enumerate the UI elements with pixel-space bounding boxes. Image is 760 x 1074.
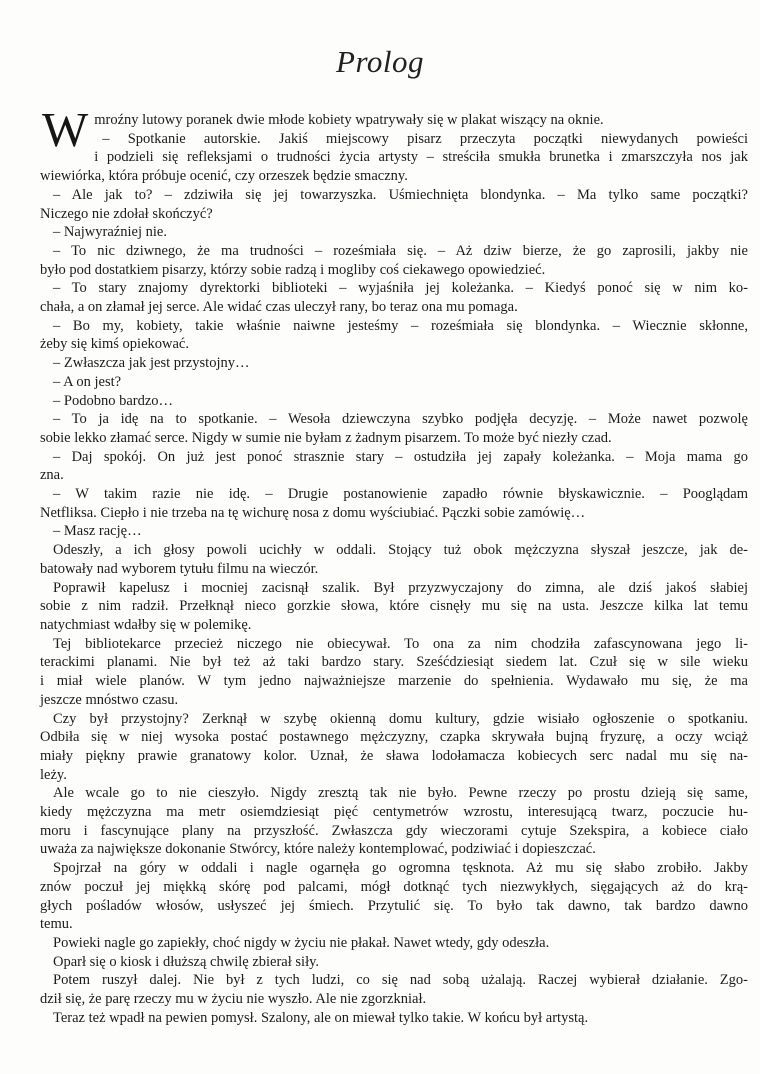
text-line: sobie z nim radził. Przełknął nieco gorzkie słowa, które cisnęły mu się na usta. Jeszcze kilka lat temu bbox=[40, 598, 748, 615]
text-line: – To ja idę na to spotkanie. – Wesoła dziewczyna szybko podjęła decyzję. – Może nawet pozwolę bbox=[53, 411, 748, 428]
text-line: – A on jest? bbox=[53, 373, 122, 390]
text-line: Ale wcale go to nie cieszyło. Nigdy zresztą tak nie było. Pewne rzeczy po prostu dzieją się same, bbox=[53, 785, 748, 802]
text-line: uważa za największe dokonanie Stwórcy, które należy kontemplować, podziwiać i dopieszczać. bbox=[40, 841, 596, 858]
text-line: Powieki nagle go zapiekły, choć nigdy w życiu nie płakał. Nawet wtedy, gdy odeszła. bbox=[53, 934, 550, 951]
text-line: Spojrzał na góry w oddali i nagle ogarnęła go ogromna tęsknota. Aż mu się słabo zrobiło. Jakby bbox=[53, 860, 748, 877]
text-line: miały piękny prawie granatowy kolor. Uznał, że sława lodołamacza kobiecych serc nadal mu się na- bbox=[40, 747, 748, 764]
text-line: wiewiórka, która próbuje ocenić, czy orzeszek będzie smaczny. bbox=[40, 168, 408, 185]
text-line: i podzieli się refleksjami o trudności życia artysty – streściła smukła brunetka i zmarszczyła nos jak bbox=[94, 149, 748, 166]
text-line: zna. bbox=[40, 467, 64, 484]
text-line: – To stary znajomy dyrektorki biblioteki – wyjaśniła jej koleżanka. – Kiedyś ponoć się w nim ko- bbox=[53, 280, 748, 297]
text-line: – Daj spokój. On już jest ponoć strasznie stary – ostudziła jej zapały koleżanka. – Moja mama go bbox=[53, 448, 748, 465]
text-line: dził się, że parę rzeczy mu w życiu nie wyszło. Ale nie zgorzkniał. bbox=[40, 991, 427, 1008]
text-line: Poprawił kapelusz i mocniej zacisnął szalik. Był przyzwyczajony do zimna, ale dziś jakoś słabiej bbox=[53, 579, 748, 596]
text-line: moru i fascynujące plany na przyszłość. Zwłaszcza gdy wieczorami cytuje Szekspira, a kobiece ciało bbox=[40, 822, 748, 839]
text-line: – Ale jak to? – zdziwiła się jej towarzyszka. Uśmiechnięta blondynka. – Ma tylko same początki? bbox=[53, 186, 748, 203]
text-line: głych pośladów włosów, usłyszeć jej śmiech. Przytulić się. To było tak dawno, tak bardzo dawno bbox=[40, 897, 748, 914]
text-line: żeby się kimś opiekować. bbox=[40, 336, 189, 353]
chapter-title: Prolog bbox=[336, 44, 424, 79]
text-line: – Bo my, kobiety, takie właśnie naiwne jesteśmy – roześmiała się blondynka. – Wiecznie skłonne, bbox=[53, 317, 748, 334]
text-line: – To nic dziwnego, że ma trudności – roześmiała się. – Aż dziw bierze, że go zaprosili, jakby nie bbox=[53, 242, 748, 259]
text-line: – Zwłaszcza jak jest przystojny… bbox=[53, 355, 250, 372]
text-line: – Masz rację… bbox=[53, 523, 142, 540]
text-line: chała, a on złamał jej serce. Ale widać czas uleczył rany, bo teraz ona mu pomaga. bbox=[40, 299, 518, 316]
body-text bbox=[40, 102, 748, 1027]
text-line: Potem ruszył dalej. Nie był z tych ludzi, co się nad sobą użalają. Raczej wybierał działanie. Zgo- bbox=[53, 972, 748, 989]
text-line: – W takim razie nie idę. – Drugie postanowienie zapadło równie błyskawicznie. – Pooglądam bbox=[53, 486, 748, 503]
text-line: – Najwyraźniej nie. bbox=[53, 224, 167, 241]
text-line: Netfliksa. Ciepło i nie trzeba na tę wichurę nosa z domu wyściubiać. Pączki sobie zamówię… bbox=[40, 504, 586, 521]
text-line: terackimi planami. Nie był też aż taki bardzo stary. Sześćdziesiąt siedem lat. Czuł się w sile wieku bbox=[40, 654, 748, 671]
text-line: mroźny lutowy poranek dwie młode kobiety wpatrywały się w plakat wiszący na oknie. bbox=[94, 112, 604, 128]
text-line: Odbiła się w niej wysoka postać postawnego mężczyzny, czapka skrywała bujną fryzurę, a oczy wciąż bbox=[40, 729, 748, 746]
text-line: jeszcze mnóstwo czasu. bbox=[40, 691, 179, 708]
text-line: – Podobno bardzo… bbox=[53, 392, 174, 409]
text-line: batowały nad wyborem tytułu filmu na wieczór. bbox=[40, 560, 319, 577]
text-line: Teraz też wpadł na pewien pomysł. Szalony, ale on miewał tylko takie. W końcu był artystą. bbox=[53, 1009, 589, 1026]
text-line: – Spotkanie autorskie. Jakiś miejscowy pisarz przeczyta początki niewydanych powieści bbox=[102, 130, 748, 147]
text-line: i miał wiele planów. W tym jedno najważniejsze marzenie do spełnienia. Wydawało mu się, że ma bbox=[40, 673, 748, 690]
text-line: znów poczuł jej miękką skórę pod palcami, mógł dotknąć tych niezwykłych, sięgających aż do krą- bbox=[40, 878, 748, 895]
text-line: Odeszły, a ich głosy powoli ucichły w oddali. Stojący tuż obok mężczyzna słyszał jeszcze, jak de- bbox=[53, 542, 748, 559]
text-line: Tej bibliotekarce przecież niczego nie obiecywał. To ona za nim chodziła zafascynowana jego li- bbox=[53, 635, 748, 652]
text-line: było pod dostatkiem pisarzy, którzy sobie radzą i mogliby coś ciekawego opowiedzieć. bbox=[40, 261, 546, 278]
drop-cap: W bbox=[42, 102, 89, 157]
text-line: Niczego nie zdołał skończyć? bbox=[40, 205, 213, 222]
text-line: natychmiast wdałby się w polemikę. bbox=[40, 616, 252, 633]
text-line: sobie lekko złamać serce. Nigdy w sumie nie byłam z żadnym pisarzem. To może być niezły czad. bbox=[40, 429, 612, 446]
text-line: Czy był przystojny? Zerknął w szybę okienną domu kultury, gdzie wisiało ogłoszenie o spotkaniu. bbox=[53, 710, 748, 727]
text-line: Oparł się o kiosk i dłuższą chwilę zbierał siły. bbox=[53, 953, 320, 970]
text-line: kiedy mężczyzna ma metr osiemdziesiąt pięć centymetrów wzrostu, interesującą twarz, poczucie hu- bbox=[40, 804, 748, 821]
text-line: temu. bbox=[40, 916, 73, 933]
text-line: leży. bbox=[40, 766, 67, 783]
